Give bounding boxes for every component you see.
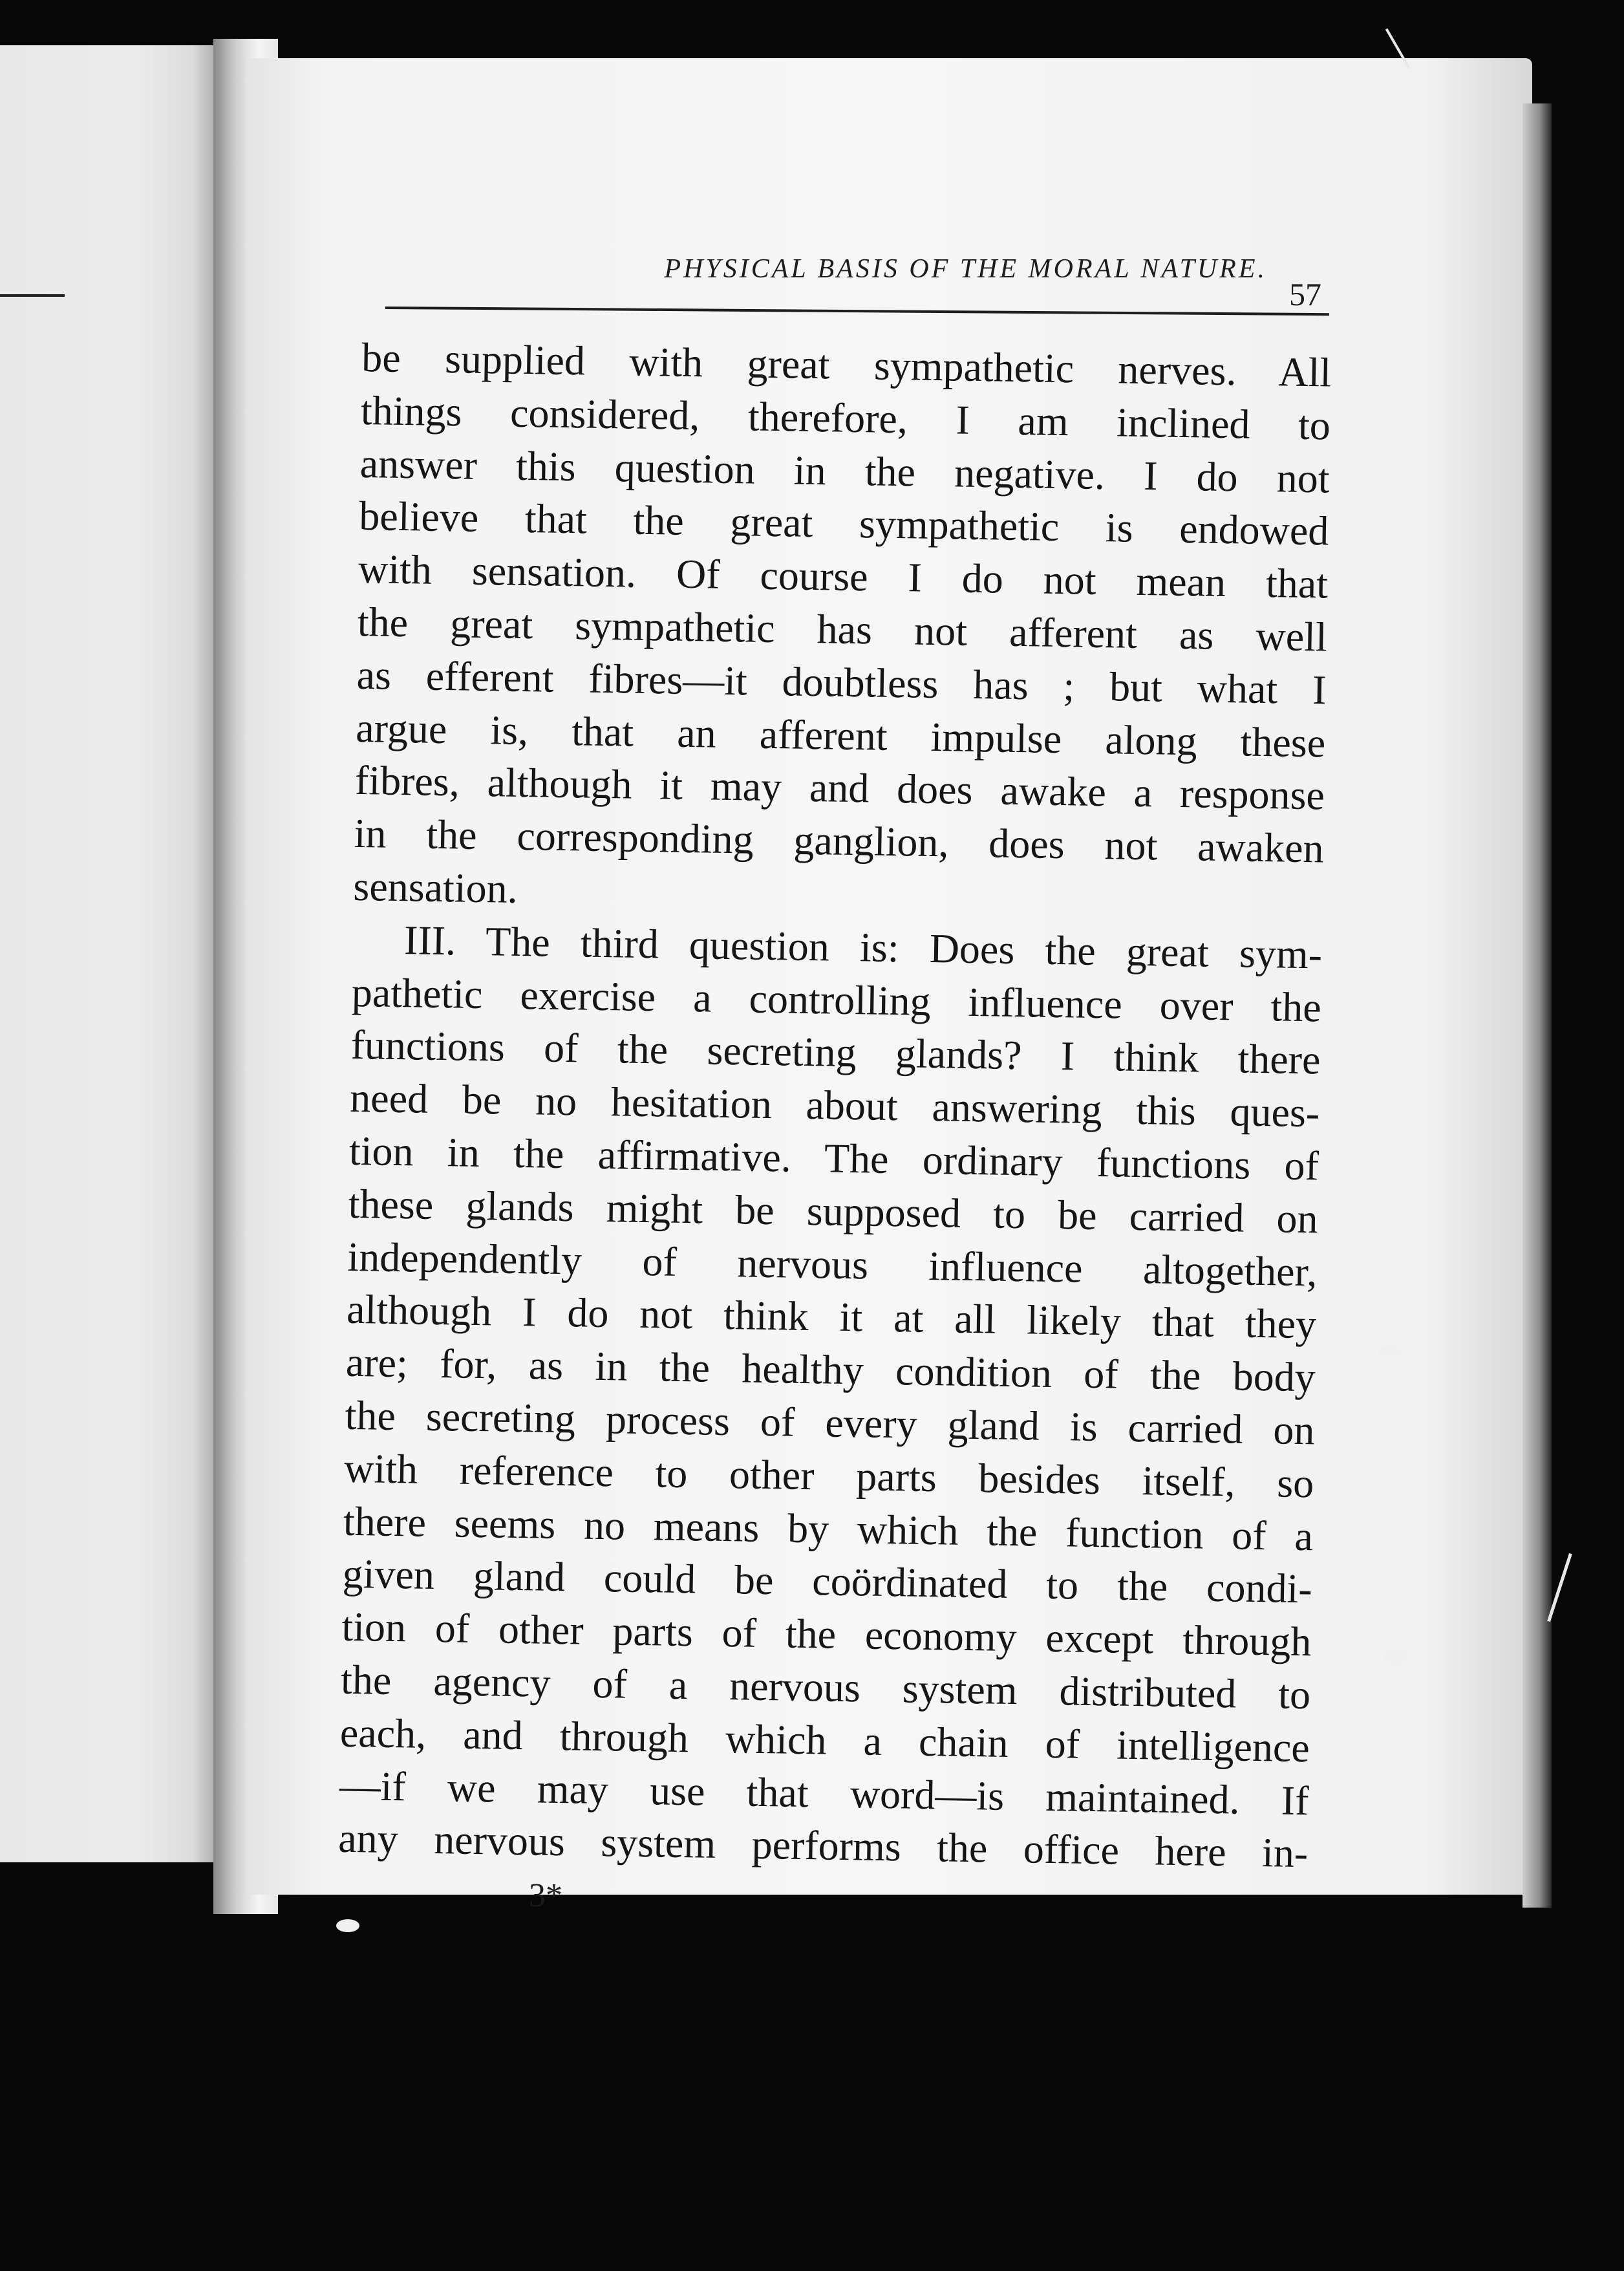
text-line: with sensation. Of course I do not mean that (358, 546, 1329, 607)
signature-mark: 3* (529, 1877, 562, 1914)
body-text (338, 331, 1332, 1880)
text-line: need be no hesitation about answering this ques- (349, 1075, 1320, 1136)
text-line: tion of other parts of the economy except through (341, 1603, 1312, 1665)
text-line: although I do not think it at all likely that they (346, 1286, 1317, 1348)
left-page (0, 45, 226, 1862)
text-line: pathetic exercise a controlling influence over the (351, 969, 1322, 1030)
text-line: things considered, therefore, I am inclined to (360, 387, 1331, 449)
text-line: —if we may use that word—is maintained. If (339, 1762, 1310, 1824)
text-line: sensation. (352, 863, 518, 912)
page-number: 57 (1289, 276, 1321, 312)
text-line: believe that the great sympathetic is endowed (358, 493, 1329, 554)
text-line: as efferent fibres—it doubtless has ; but what I (356, 651, 1327, 713)
text-line: fibres, although it may and does awake a response (354, 757, 1325, 819)
text-line: the agency of a nervous system distributed to (340, 1656, 1311, 1718)
running-head: PHYSICAL BASIS OF THE MORAL NATURE. (664, 254, 1267, 284)
text-line: independently of nervous influence altogether, (347, 1233, 1318, 1295)
text-line: with reference to other parts besides itself, so (343, 1445, 1314, 1507)
text-line: be supplied with great sympathetic nerves. All (361, 334, 1332, 396)
text-line: are; for, as in the healthy condition of the body (345, 1339, 1316, 1401)
text-line: in the corresponding ganglion, does not awaken (354, 810, 1325, 872)
text-line: these glands might be supposed to be carried on (348, 1180, 1319, 1242)
text-line: given gland could be coördinated to the condi- (342, 1551, 1313, 1612)
page-edge-shadow (1522, 103, 1552, 1908)
text-line: any nervous system performs the office here in- (337, 1815, 1309, 1877)
left-page-rule (0, 294, 65, 297)
text-line: the secreting process of every gland is carried on (345, 1392, 1316, 1454)
text-line: each, and through which a chain of intelligence (339, 1709, 1310, 1771)
text-line: functions of the secreting glands? I think there (350, 1022, 1321, 1083)
dust-speck (1384, 1650, 1404, 1663)
dust-speck (1379, 1346, 1398, 1357)
text-line: III. The third question is: Does the great sym- (403, 916, 1323, 978)
text-line: there seems no means by which the function of a (343, 1498, 1314, 1559)
dust-speck (336, 1919, 359, 1932)
text-line: argue is, that an afferent impulse along these (355, 704, 1326, 766)
text-line: tion in the affirmative. The ordinary functions of (348, 1127, 1320, 1189)
text-line: the great sympathetic has not afferent as well (357, 598, 1328, 660)
text-line: answer this question in the negative. I do not (359, 440, 1330, 502)
